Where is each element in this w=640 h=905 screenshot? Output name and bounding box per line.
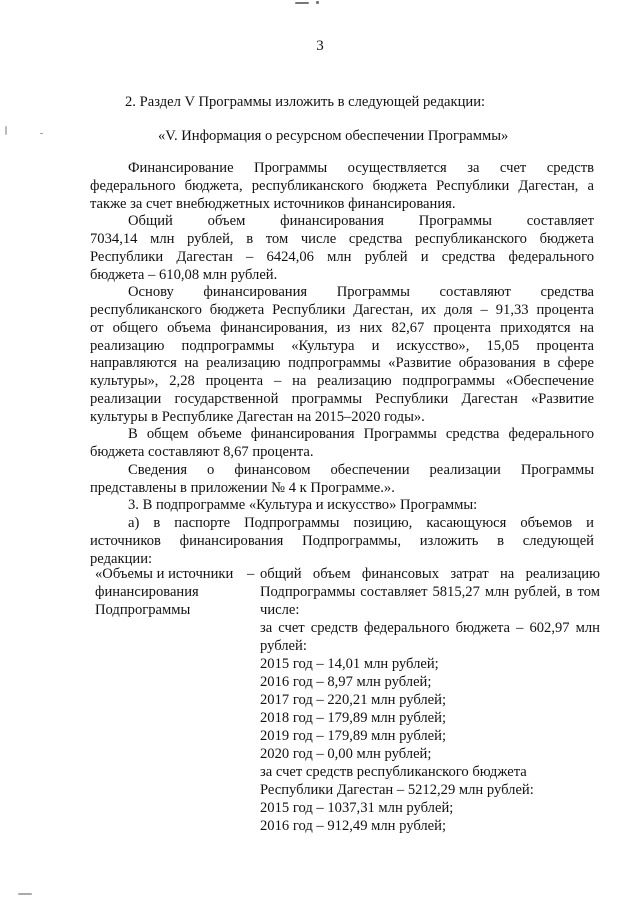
- table-value-line: 2020 год – 0,00 млн рублей;: [260, 746, 432, 762]
- paragraph-line: представлены в приложении № 4 к Программе.».: [90, 480, 395, 496]
- scan-speck: [5, 126, 7, 135]
- paragraph-line: 7034,14 млн рублей, в том числе средства республиканского бюджета: [90, 231, 594, 247]
- table-value-line: 2016 год – 912,49 млн рублей;: [260, 818, 447, 834]
- paragraph-line: Основу финансирования Программы составляют средства: [128, 284, 594, 300]
- paragraph-line: также за счет внебюджетных источников финансирования.: [90, 196, 456, 212]
- table-label-line: «Объемы и источники: [95, 566, 234, 582]
- paragraph-line: бюджета составляют 8,67 процента.: [90, 444, 314, 460]
- scan-speck: [316, 1, 319, 4]
- paragraph-line: бюджета – 610,08 млн рублей.: [90, 267, 278, 283]
- section-heading: 2. Раздел V Программы изложить в следующей редакции:: [125, 94, 486, 110]
- paragraph-line: Общий объем финансирования Программы составляет: [128, 213, 594, 229]
- paragraph-line: реализацию подпрограммы «Культура и искусство», 15,05 процента: [90, 338, 594, 354]
- table-value-line: 2015 год – 14,01 млн рублей;: [260, 656, 439, 672]
- paragraph-line: федерального бюджета, республиканского бюджета Республики Дагестан, а: [90, 178, 594, 194]
- paragraph-line: редакции:: [90, 551, 153, 567]
- table-dash: –: [247, 566, 255, 582]
- paragraph-line: направляются на реализацию подпрограммы «Развитие образования в сфере: [90, 355, 594, 371]
- table-value-line: общий объем финансовых затрат на реализацию: [260, 566, 600, 582]
- table-value-line: Подпрограммы составляет 5815,27 млн рублей, в том: [260, 584, 600, 600]
- paragraph-line: Республики Дагестан – 6424,06 млн рублей и средства федерального: [90, 249, 594, 265]
- table-value-line: 2019 год – 179,89 млн рублей;: [260, 728, 447, 744]
- paragraph-line: республиканского бюджета Республики Дагестан, их доля – 91,33 процента: [90, 302, 594, 318]
- table-label-line: Подпрограммы: [95, 602, 191, 618]
- paragraph-line: а) в паспорте Подпрограммы позицию, касающуюся объемов и: [128, 515, 594, 531]
- paragraph-line: Сведения о финансовом обеспечении реализации Программы: [128, 462, 594, 478]
- table-value-line: рублей:: [260, 638, 307, 654]
- subheading: «V. Информация о ресурсном обеспечении Программы»: [158, 128, 509, 144]
- paragraph-line: культуры в Республике Дагестан на 2015–2020 годы».: [90, 409, 425, 425]
- paragraph-line: В общем объеме финансирования Программы средства федерального: [128, 426, 594, 442]
- table-value-line: Республики Дагестан – 5212,29 млн рублей:: [260, 782, 534, 798]
- paragraph-line: культуры», 2,28 процента – на реализацию подпрограммы «Обеспечение: [90, 373, 594, 389]
- table-value-line: 2018 год – 179,89 млн рублей;: [260, 710, 447, 726]
- page-number: 3: [316, 38, 324, 54]
- table-label-cell: [95, 565, 255, 619]
- table-value-line: 2016 год – 8,97 млн рублей;: [260, 674, 432, 690]
- scan-speck: [18, 893, 32, 895]
- scan-speck: [295, 2, 309, 4]
- table-label-line: финансирования: [95, 584, 199, 600]
- paragraph-line: 3. В подпрограмме «Культура и искусство» Программы:: [128, 497, 478, 513]
- paragraph-line: от общего объема финансирования, из них 82,67 процента приходятся на: [90, 320, 594, 336]
- table-value-cell: [260, 565, 600, 835]
- scan-speck: [40, 133, 43, 134]
- paragraph-line: реализации государственной программы Республики Дагестан «Развитие: [90, 391, 594, 407]
- table-value-line: за счет средств федерального бюджета – 602,97 млн: [260, 620, 600, 636]
- paragraph-line: Финансирование Программы осуществляется за счет средств: [128, 160, 594, 176]
- paragraph-line: источников финансирования Подпрограммы, изложить в следующей: [90, 533, 594, 549]
- table-value-line: 2015 год – 1037,31 млн рублей;: [260, 800, 454, 816]
- table-value-line: числе:: [260, 602, 300, 618]
- table-value-line: 2017 год – 220,21 млн рублей;: [260, 692, 447, 708]
- table-value-line: за счет средств республиканского бюджета: [260, 764, 527, 780]
